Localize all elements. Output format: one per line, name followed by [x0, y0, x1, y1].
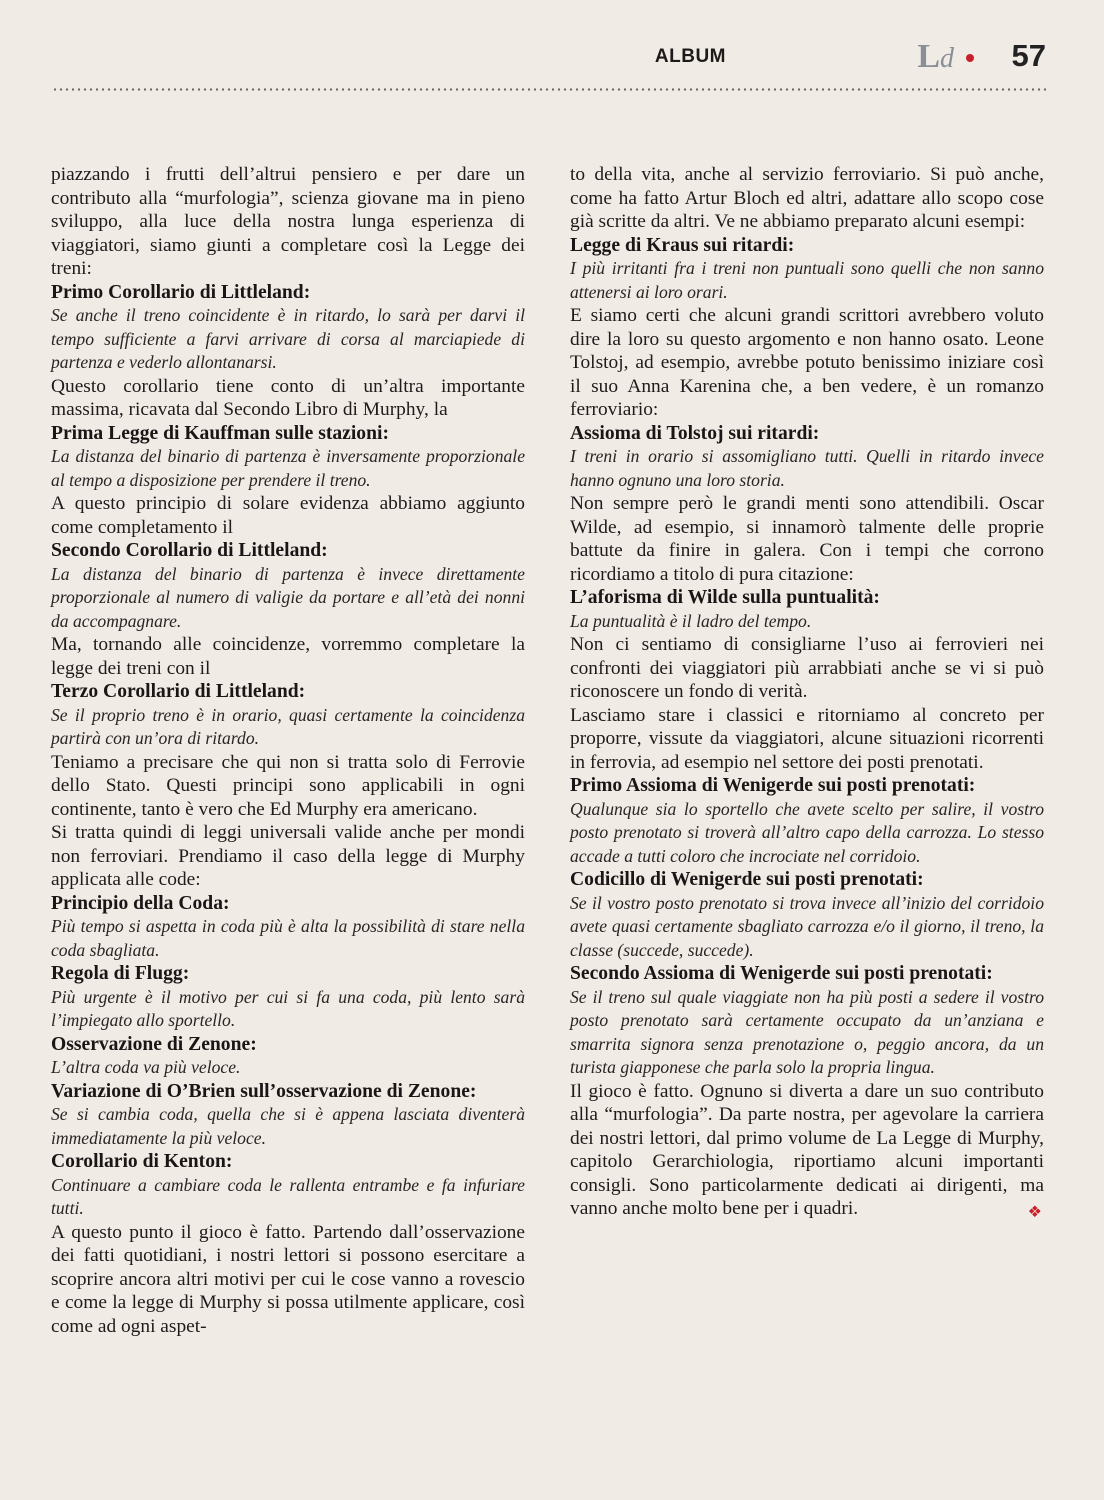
paragraph: Ma, tornando alle coincidenze, vorremmo completare la legge dei treni con il — [51, 634, 525, 679]
law-text: L’altra coda va più veloce. — [51, 1057, 241, 1077]
law-heading: Primo Assioma di Wenigerde sui posti prenotati: — [570, 775, 976, 796]
logo-letter-d: d — [940, 43, 954, 74]
law-text: Se il treno sul quale viaggiate non ha più posti a sedere il vostro posto prenotato sarà certamente occupato da un’anziana e smarrita signora senza prenotazione o, peggio ancora, da un turista giapponese che parla solo la propria lingua. — [570, 986, 1044, 1077]
law-heading: Secondo Assioma di Wenigerde sui posti prenotati: — [570, 963, 993, 984]
law-text: Più tempo si aspetta in coda più è alta la possibilità di stare nella coda sbagliata. — [51, 916, 525, 960]
law-heading: Legge di Kraus sui ritardi: — [570, 234, 795, 256]
law-heading: Secondo Corollario di Littleland: — [51, 540, 328, 561]
law-text: Qualunque sia lo sportello che avete scelto per salire, il vostro posto prenotato si troverà all’altro capo della carrozza. Lo stesso accade a tutti coloro che incrociate nel corridoio. — [570, 798, 1044, 866]
paragraph: Lasciamo stare i classici e ritorniamo al concreto per proporre, vissute da viaggiatori, alcune situazioni ricorrenti in ferrovia, ad esempio nel settore dei posti prenotati. — [570, 704, 1044, 773]
paragraph: Non ci sentiamo di consigliarne l’uso ai ferrovieri nei confronti dei viaggiatori più arrabbiati anche se vi si può riconoscere un fondo di verità. — [570, 634, 1044, 702]
law-heading: Codicillo di Wenigerde sui posti prenotati: — [570, 869, 924, 890]
law-text: Se si cambia coda, quella che si è appena lasciata diventerà immediatamente la più veloce. — [51, 1104, 525, 1148]
paragraph: piazzando i frutti dell’altrui pensiero e per dare un contributo alla “murfologia”, scienza giovane ma in pieno sviluppo, alla luce della nostra lunga esperienza di viaggiatori, siamo giunti a completare così la Legge dei treni: — [51, 164, 525, 279]
dotted-divider — [52, 88, 1046, 91]
law-heading: Regola di Flugg: — [51, 963, 190, 984]
law-heading: Corollario di Kenton: — [51, 1151, 233, 1172]
law-heading: Prima Legge di Kauffman sulle stazioni: — [51, 422, 389, 444]
law-text: I più irritanti fra i treni non puntuali sono quelli che non sanno attenersi ai loro orari. — [570, 258, 1044, 302]
law-text: La distanza del binario di partenza è invece direttamente proporzionale al numero di valigie da portare e all’età dei nonni da accompagnare. — [51, 563, 525, 631]
paragraph: Questo corollario tiene conto di un’altra importante massima, ricavata dal Secondo Libro di Murphy, la — [51, 375, 525, 420]
logo-letter-l: L — [917, 38, 940, 75]
section-label: ALBUM — [654, 46, 726, 67]
law-heading: L’aforisma di Wilde sulla puntualità: — [570, 587, 880, 608]
law-text: Continuare a cambiare coda le rallenta entrambe e fa infuriare tutti. — [51, 1174, 525, 1218]
law-heading: Variazione di O’Brien sull’osservazione di Zenone: — [51, 1080, 477, 1102]
law-text: Se il proprio treno è in orario, quasi certamente la coincidenza partirà con un’ora di ritardo. — [51, 704, 525, 748]
paragraph: E siamo certi che alcuni grandi scrittori avrebbero voluto dire la loro su questo argomento e non hanno osato. Leone Tolstoj, ad esempio, avrebbe potuto benissimo iniziare così il suo Anna Karenina che, a ben vedere, è un romanzo ferroviario: — [570, 305, 1044, 420]
paragraph: Teniamo a precisare che qui non si tratta solo di Ferrovie dello Stato. Questi principi sono applicabili in ogni continente, tanto è vero che Ed Murphy era americano. — [51, 751, 525, 820]
law-heading: Principio della Coda: — [51, 892, 230, 914]
page-number: 57 — [1011, 38, 1046, 73]
paragraph: Non sempre però le grandi menti sono attendibili. Oscar Wilde, ad esempio, si innamorò talmente delle proprie battute da finire in galera. Con i tempi che corrono ricordiamo a titolo di pura citazione: — [570, 493, 1044, 585]
paragraph: A questo punto il gioco è fatto. Partendo dall’osservazione dei fatti quotidiani, i nostri lettori si possono esercitare a scoprire ancora altri motivi per cui le cose vanno a rovescio e come la legge di Murphy si possa utilmente applicare, così come ad ogni aspet- — [51, 1221, 525, 1337]
closing-paragraph — [570, 1080, 1044, 1221]
law-text: Se anche il treno coincidente è in ritardo, lo sarà per darvi il tempo sufficiente a farvi arrivare di corsa al marciapiede di partenza e vederlo allontanarsi. — [51, 305, 525, 372]
law-heading: Terzo Corollario di Littleland: — [51, 681, 306, 702]
end-mark-icon: ❖ — [1027, 1204, 1042, 1221]
law-heading: Osservazione di Zenone: — [51, 1033, 257, 1055]
paragraph: A questo principio di solare evidenza abbiamo aggiunto come completamento il — [51, 493, 525, 538]
law-text: Se il vostro posto prenotato si trova invece all’inizio del corridoio avete quasi certamente sbagliato carrozza e/o il giorno, il treno, la classe (succede, succede). — [570, 892, 1044, 960]
law-heading: Primo Corollario di Littleland: — [51, 281, 311, 303]
law-text: Più urgente è il motivo per cui si fa una coda, più lento sarà l’impiegato allo sportello. — [51, 986, 525, 1030]
text-column-right — [570, 163, 1044, 1225]
closing-text: Il gioco è fatto. Ognuno si diverta a dare un suo contributo alla “murfologia”. Da parte nostra, per agevolare la carriera dei nostri lettori, dal primo volume de La Legge di Murphy, capitolo Gerarchiologia, riportiamo alcuni importanti consigli. Sono particolarmente dedicati ai dirigenti, ma vanno anche molto bene per i quadri. — [570, 1080, 1044, 1219]
paragraph: Si tratta quindi di leggi universali valide anche per mondi non ferroviari. Prendiamo il caso della legge di Murphy applicata alle code: — [51, 822, 525, 890]
law-heading: Assioma di Tolstoj sui ritardi: — [570, 422, 820, 444]
paragraph: to della vita, anche al servizio ferroviario. Si può anche, come ha fatto Artur Bloch ed altri, adattare allo scopo cose già scritte da altri. Ve ne abbiamo preparato alcuni esempi: — [570, 164, 1044, 232]
law-text: La puntualità è il ladro del tempo. — [570, 610, 812, 631]
red-bullet-icon — [966, 54, 974, 62]
law-text: I treni in orario si assomigliano tutti. Quelli in ritardo invece hanno ognuno una loro storia. — [570, 446, 1044, 490]
text-column-left — [51, 163, 525, 1338]
magazine-logo — [917, 38, 954, 76]
law-text: La distanza del binario di partenza è inversamente proporzionale al tempo a disposizione per prendere il treno. — [51, 446, 525, 490]
page-header — [50, 36, 1046, 96]
